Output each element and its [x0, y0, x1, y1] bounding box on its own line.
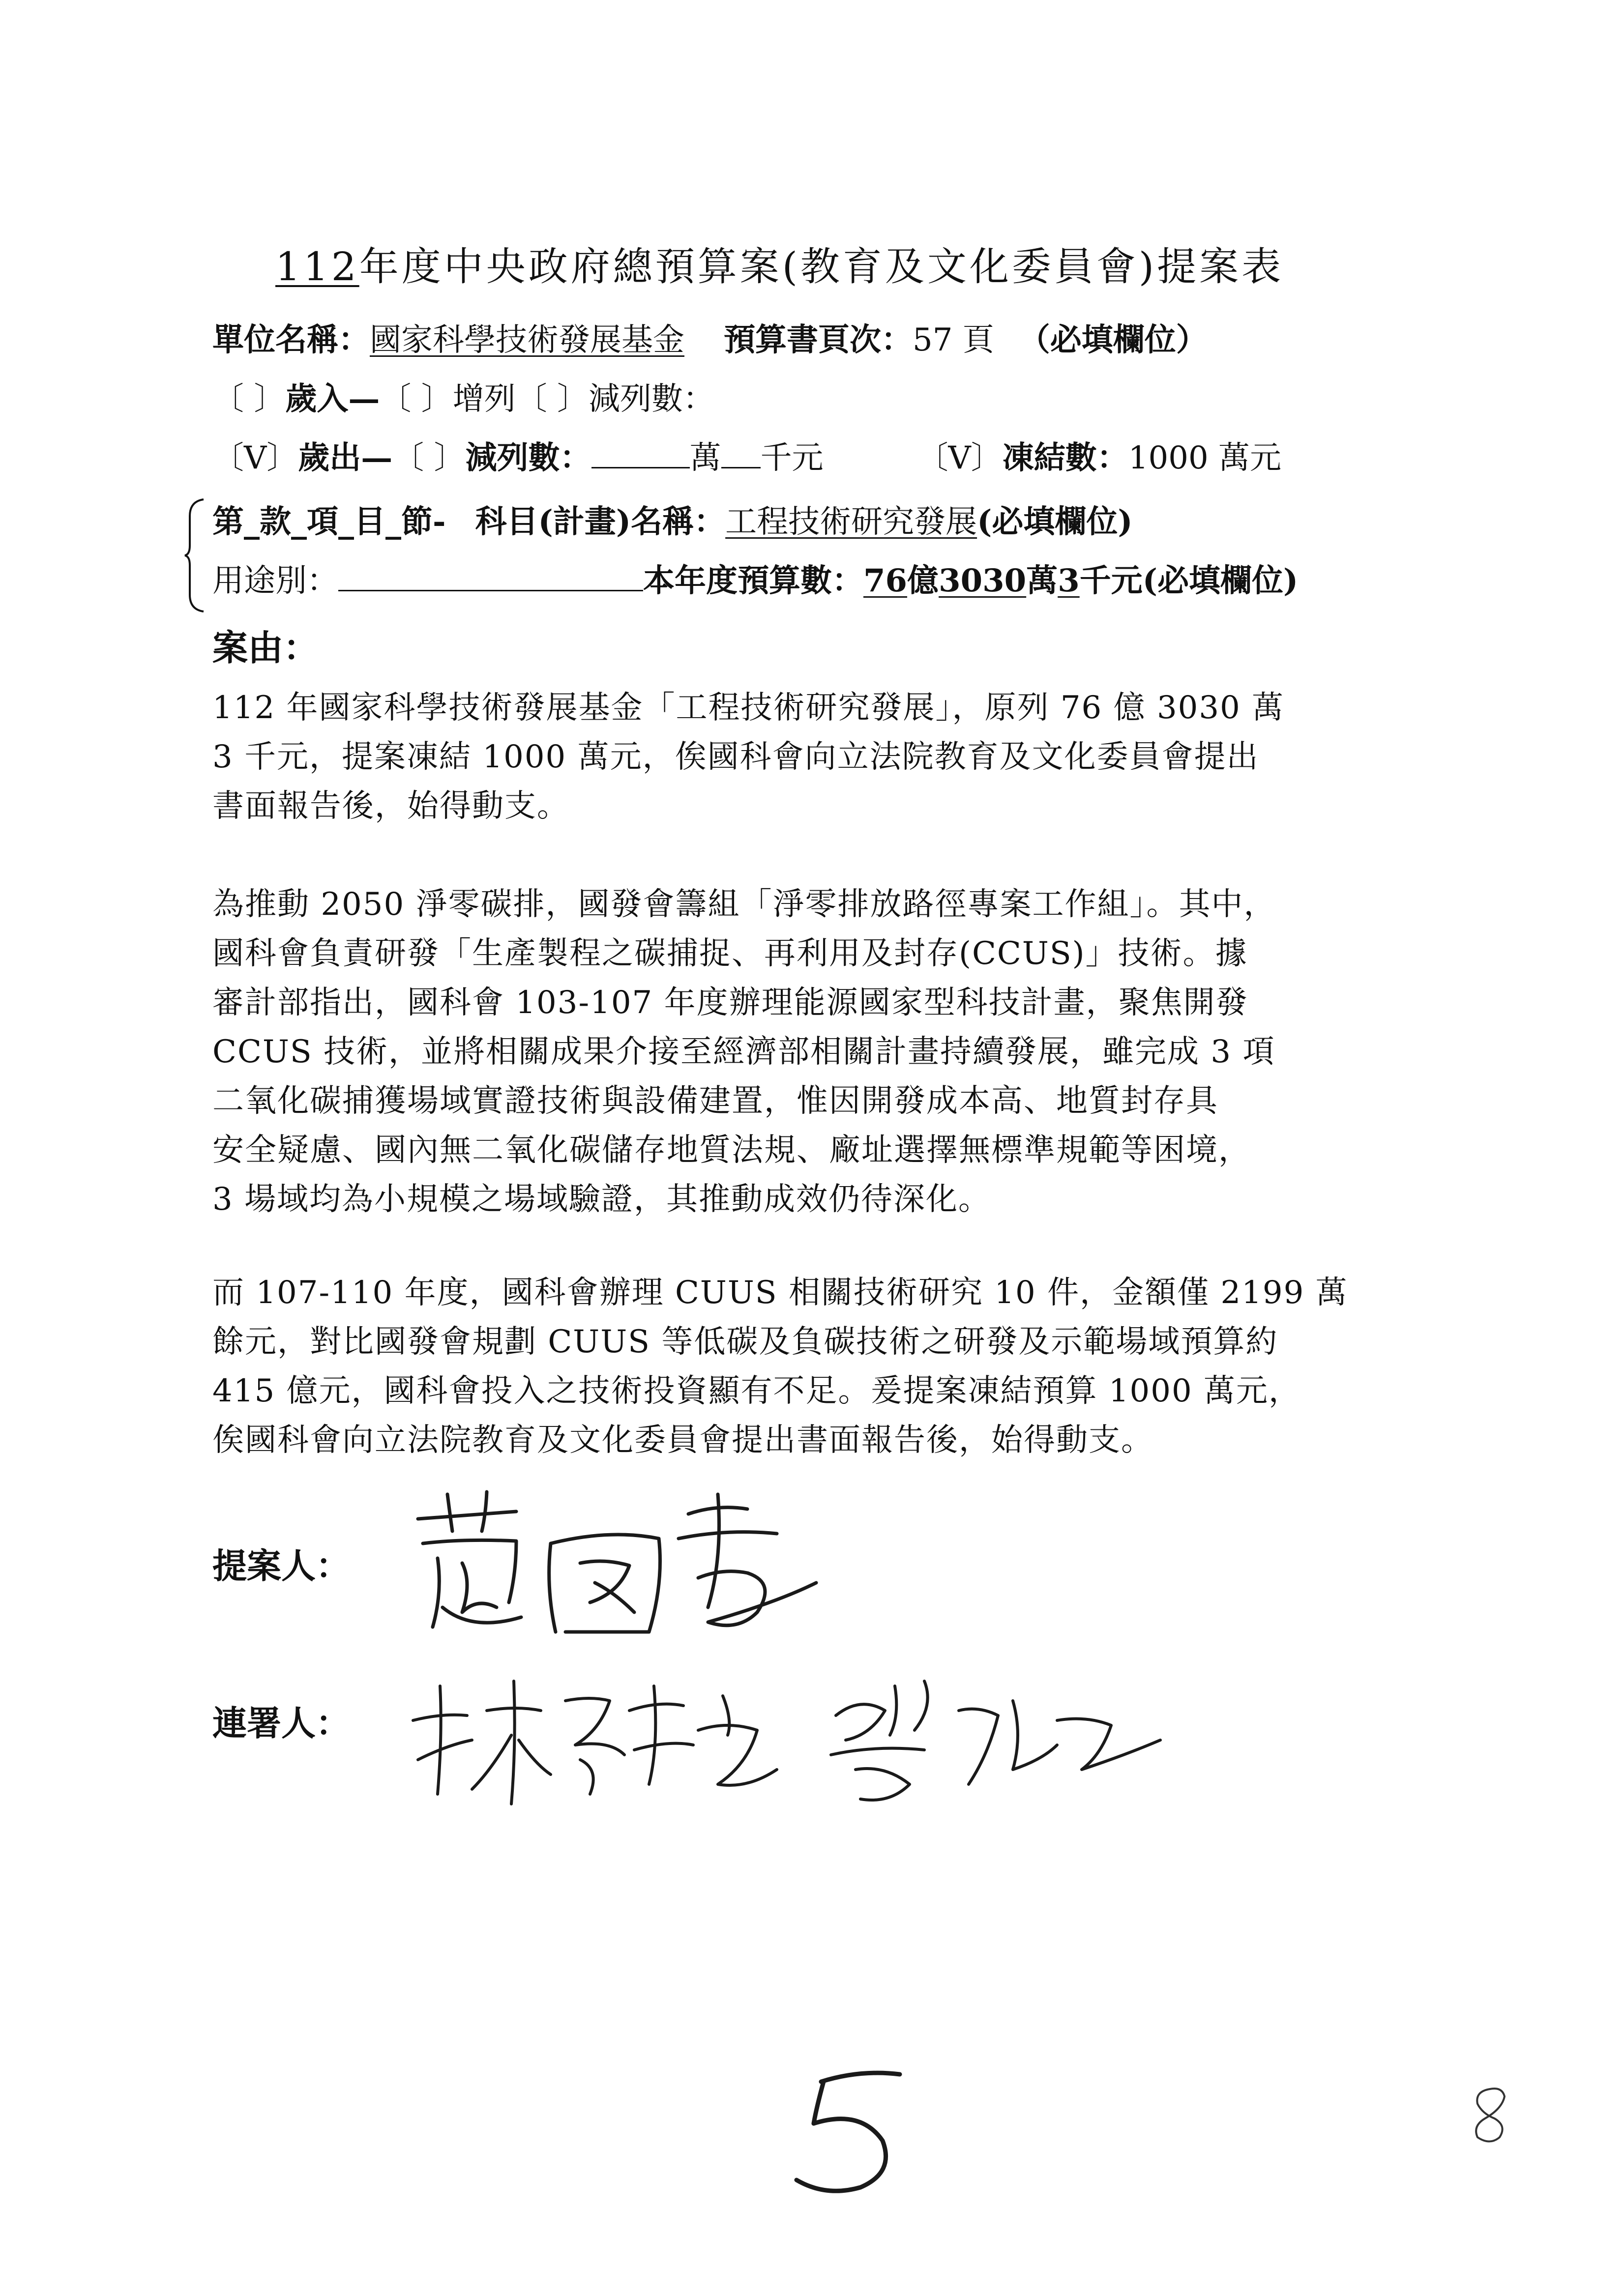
use-label: 用途別： [212, 563, 338, 599]
subject-required-note: (必填欄位) [977, 503, 1133, 540]
reason-paragraph-1 [212, 683, 1412, 831]
page-number-handwritten [777, 2055, 915, 2202]
budget-yi-number: 76 [863, 562, 908, 599]
reason-paragraph-2 [212, 880, 1412, 1224]
expense-line [212, 433, 1281, 478]
expense-qian-unit: 千元 [760, 440, 824, 476]
budget-qian-unit: 千元 [1079, 562, 1143, 599]
unit-row [212, 315, 1208, 360]
income-label: 歲入— [285, 380, 380, 417]
reason-label: 案由： [212, 627, 319, 668]
unit-required-note: （必填欄位） [1018, 321, 1208, 358]
expense-wan-blank [591, 440, 690, 468]
income-line [212, 374, 714, 419]
paragraph-line: 俟國科會向立法院教育及文化委員會提出書面報告後，始得動支。 [212, 1422, 1153, 1458]
subject-prefix: 第_款_項_目_節- [212, 503, 446, 540]
unit-value: 國家科學技術發展基金 [370, 322, 684, 358]
paragraph-line: 415 億元，國科會投入之技術投資顯有不足。爰提案凍結預算 1000 萬元， [212, 1373, 1301, 1409]
paragraph-line: 3 場域均為小規模之場域驗證，其推動成效仍待深化。 [212, 1181, 991, 1218]
paragraph-line: 安全疑慮、國內無二氧化碳儲存地質法規、廠址選擇無標準規範等困境， [212, 1132, 1251, 1168]
use-row [212, 555, 1298, 601]
use-blank [338, 563, 643, 591]
paragraph-line: 112 年國家科學技術發展基金「工程技術研究發展」，原列 76 億 3030 萬 [212, 690, 1285, 726]
income-reduce-label: 減列數： [589, 381, 715, 417]
income-add-checkbox: 〔 〕 [380, 381, 453, 417]
expense-qian-blank [721, 440, 761, 468]
budget-wan-unit: 萬 [1026, 562, 1058, 599]
page-ref-value: 57 頁 [913, 322, 994, 358]
budget-yi-unit: 億 [907, 562, 939, 599]
left-brace-icon [183, 496, 207, 614]
subject-label: 科目(計畫)名稱： [475, 503, 726, 540]
paragraph-line: 3 千元，提案凍結 1000 萬元，俟國科會向立法院教育及文化委員會提出 [212, 739, 1259, 775]
paragraph-line: 餘元，對比國發會規劃 CUUS 等低碳及負碳技術之研發及示範場域預算約 [212, 1324, 1278, 1360]
expense-label: 歲出— [298, 439, 393, 476]
freeze-value: 1000 萬元 [1128, 440, 1281, 476]
income-checkbox: 〔 〕 [212, 381, 286, 417]
proposer-label: 提案人： [212, 1545, 350, 1586]
paragraph-line: 而 107-110 年度，國科會辦理 CUUS 相關技術研究 10 件，金額僅 2199 萬 [212, 1275, 1348, 1311]
cosigner-label: 連署人： [212, 1703, 350, 1744]
freeze-label: 凍結數： [1002, 439, 1128, 476]
subject-value: 工程技術研究發展 [725, 504, 977, 540]
corner-number-handwritten [1455, 2079, 1524, 2148]
expense-wan-unit: 萬 [689, 440, 721, 476]
reason-paragraph-3 [212, 1268, 1412, 1465]
income-add-label: 增列 [452, 381, 516, 417]
income-reduce-checkbox: 〔 〕 [515, 381, 589, 417]
budget-qian-number: 3 [1058, 562, 1080, 599]
title-text: 年度中央政府總預算案(教育及文化委員會)提案表 [359, 244, 1284, 290]
paragraph-line: 二氧化碳捕獲場域實證技術與設備建置，惟因開發成本高、地質封存具 [212, 1083, 1218, 1119]
subject-row [212, 496, 1133, 542]
page-title [275, 235, 1284, 291]
title-year: 112 [275, 244, 359, 290]
paragraph-line: 書面報告後，始得動支。 [212, 788, 569, 824]
paragraph-line: CCUS 技術，並將相關成果介接至經濟部相關計畫持續發展，雖完成 3 項 [212, 1034, 1275, 1070]
unit-label: 單位名稱： [212, 321, 370, 358]
expense-reduce-label: 減列數： [465, 439, 591, 476]
budget-wan-number: 3030 [939, 562, 1027, 599]
freeze-checkbox: 〔V〕 [916, 440, 1003, 476]
proposer-signature-image [403, 1484, 846, 1647]
expense-checkbox: 〔V〕 [212, 440, 298, 476]
expense-reduce-checkbox: 〔 〕 [392, 440, 466, 476]
cosigner-signatures-image [403, 1657, 1219, 1824]
paragraph-line: 審計部指出，國科會 103-107 年度辦理能源國家型科技計畫，聚焦開發 [212, 985, 1248, 1021]
budget-required-note: (必填欄位) [1142, 562, 1299, 599]
svg-text:8: 8 [1455, 2079, 1456, 2080]
paragraph-line: 國科會負責研發「生產製程之碳捕捉、再利用及封存(CCUS)」技術。據 [212, 935, 1248, 972]
paragraph-line: 為推動 2050 淨零碳排，國發會籌組「淨零排放路徑專案工作組」。其中， [212, 886, 1276, 923]
page-ref-label: 預算書頁次： [724, 321, 913, 358]
budget-label: 本年度預算數： [643, 562, 863, 599]
